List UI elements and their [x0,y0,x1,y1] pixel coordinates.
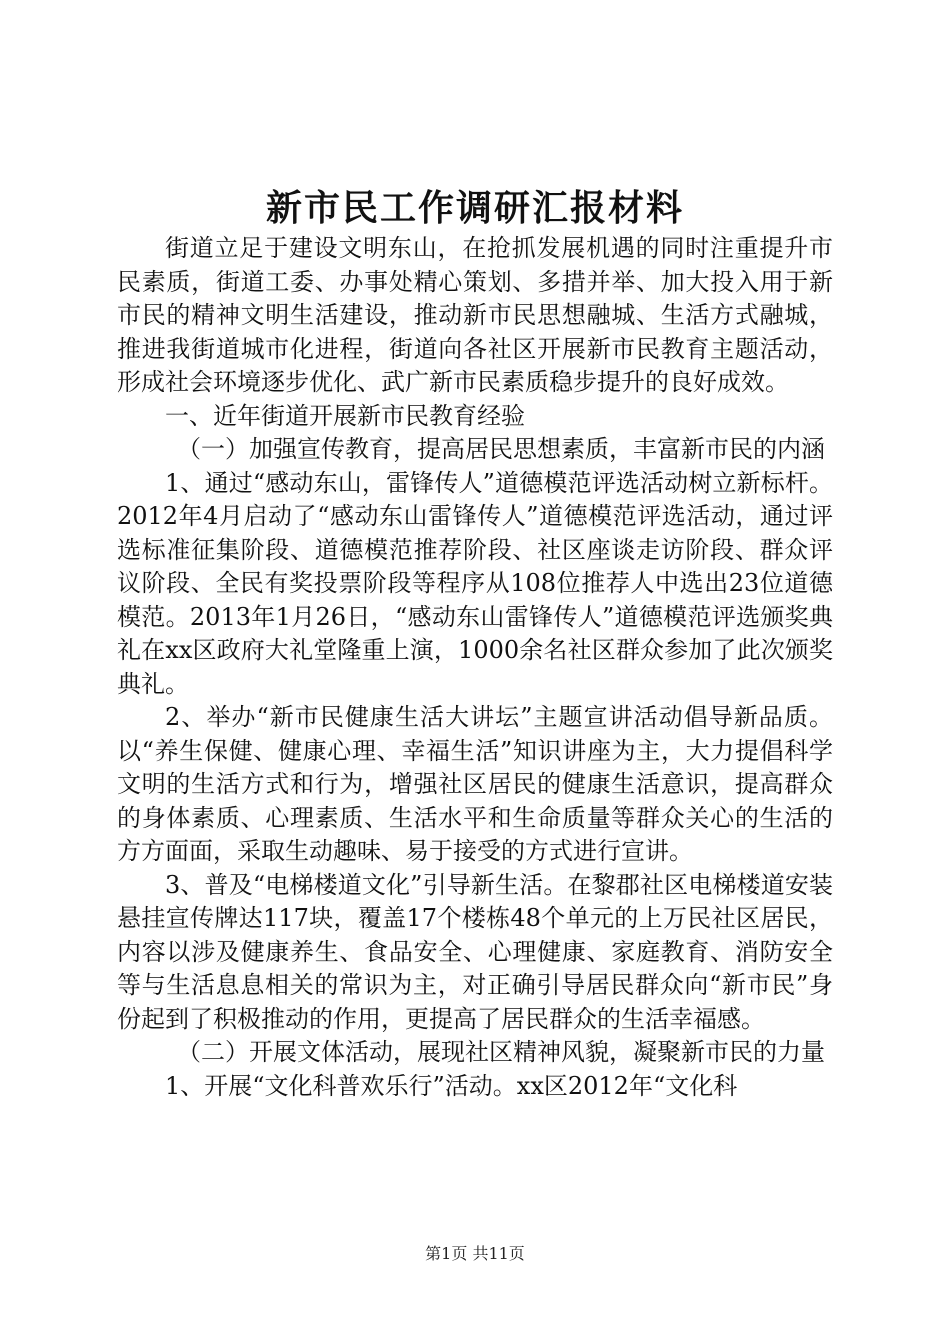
page-number-footer: 第1页 共11页 [425,1244,525,1263]
paragraph-intro: 街道立足于建设文明东山，在抢抓发展机遇的同时注重提升市民素质，街道工委、办事处精心策划、多措并举、加大投入用于新市民的精神文明生活建设，推动新市民思想融城、生活方式融城，推进我街道城市化进程，街道向各社区开展新市民教育主题活动，形成社会环境逐步优化、武广新市民素质稳步提升的良好成效。 [117,234,833,396]
document-body [117,232,833,1103]
paragraph-item: 3、普及“电梯楼道文化”引导新生活。在黎郡社区电梯楼道安装悬挂宣传牌达117块，覆盖17个楼栋48个单元的上万民社区居民，内容以涉及健康养生、食品安全、心理健康、家庭教育、消防安全等与生活息息相关的常识为主，对正确引导居民群众向“新市民”身份起到了积极推动的作用，更提高了居民群众的生活幸福感。 [117,870,833,1033]
subsection-heading: （二）开展文体活动，展现社区精神风貌，凝聚新市民的力量 [177,1038,825,1066]
document-title: 新市民工作调研汇报材料 [265,187,684,229]
paragraph-item: 1、开展“文化科普欢乐行”活动。xx区2012年“文化科 [165,1071,738,1100]
paragraph-item: 1、通过“感动东山，雷锋传人”道德模范评选活动树立新标杆。2012年4月启动了“感动东山雷锋传人”道德模范评选活动，通过评选标准征集阶段、道德模范推荐阶段、社区座谈走访阶段、群众评议阶段、全民有奖投票阶段等程序从108位推荐人中选出23位道德模范。2013年1月26日，“感动东山雷锋传人”道德模范评选颁奖典礼在xx区政府大礼堂隆重上演，1000余名社区群众参加了此次颁奖典礼。 [117,468,833,698]
section-heading: 一、近年街道开展新市民教育经验 [165,401,525,430]
paragraph-item: 2、举办“新市民健康生活大讲坛”主题宣讲活动倡导新品质。以“养生保健、健康心理、幸福生活”知识讲座为主，大力提倡科学文明的生活方式和行为，增强社区居民的健康生活意识，提高群众的身体素质、心理素质、生活水平和生命质量等群众关心的生活的方方面面，采取生动趣味、易于接受的方式进行宣讲。 [117,703,833,865]
subsection-heading: （一）加强宣传教育，提高居民思想素质，丰富新市民的内涵 [177,435,825,463]
